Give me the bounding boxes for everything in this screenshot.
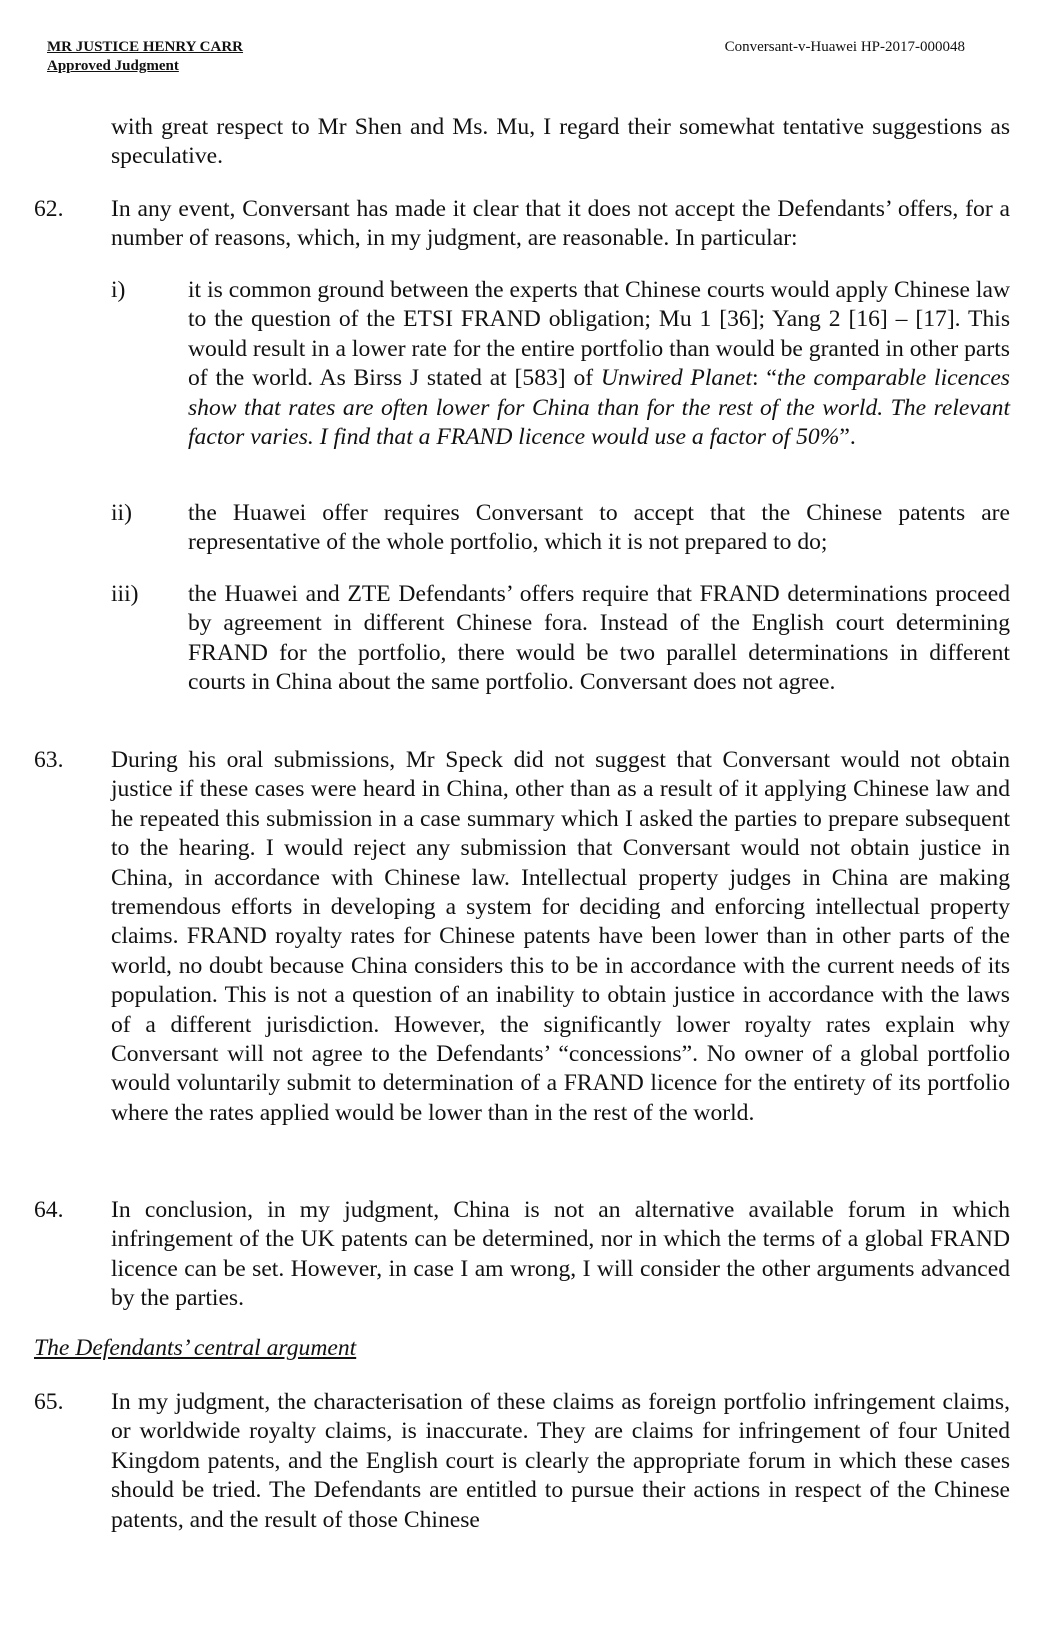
sub-item-label: iii): [111, 581, 139, 607]
section-heading: The Defendants’ central argument: [34, 1335, 357, 1361]
case-name: Unwired Planet: [600, 365, 753, 392]
judgment-type: Approved Judgment: [47, 58, 179, 74]
sub-item-label: ii): [111, 500, 132, 526]
paragraph-63-text: During his oral submissions, Mr Speck did not suggest that Conversant would not obtain justice if these cases were heard in China, other than as a result of it applying Chinese law and he repeated this submission in a case summary which I asked the parties to prepare subsequent to the hearing. I would reject any submission that Conversant would not obtain justice in China, in accordance with Chinese law. Intellectual property judges in China are making tremendous efforts in developing a system for deciding and enforcing intellectual property claims. FRAND royalty rates for Chinese patents have been lower than in other parts of the world, no doubt because China considers this to be in accordance with the current needs of its population. This is not a question of an inability to obtain justice in accordance with the laws of a different jurisdiction. However, the significantly lower royalty rates explain why Conversant will not agree to the Defendants’ “concessions”. No owner of a global portfolio would voluntarily submit to determination of a FRAND licence for the entirety of its portfolio where the rates applied would be lower than in the rest of the world.: [111, 747, 1010, 1126]
quotation: the comparable licences show that rates are often lower for China than for the rest of the world. The relevant factor varies. I find that a FRAND licence would use a factor of 50%: [188, 365, 1010, 451]
paragraph-number: 62.: [34, 196, 64, 222]
continuation-paragraph: with great respect to Mr Shen and Ms. Mu, I regard their somewhat tentative suggestions as speculative.: [111, 114, 1010, 170]
sub-item-i-text-c: ”.: [839, 424, 856, 451]
paragraph-number: 63.: [34, 747, 64, 773]
sub-item-i-text: [188, 276, 1010, 452]
case-reference: Conversant-v-Huawei HP-2017-000048: [724, 39, 965, 55]
paragraph-number: 64.: [34, 1197, 64, 1223]
sub-item-i-text-a: it is common ground between the experts that Chinese courts would apply Chinese law to the question of the ETSI FRAND obligation; Mu 1 [36]; Yang 2 [16] – [17]. This would result in a lower rate for the entire portfolio than would be granted in other parts of the world. As Birss J stated at [583] of: [188, 277, 1010, 392]
paragraph-62-text: In any event, Conversant has made it clear that it does not accept the Defendants’ offers, for a number of reasons, which, in my judgment, are reasonable. In particular:: [111, 196, 1010, 252]
paragraph-65-text: In my judgment, the characterisation of these claims as foreign portfolio infringement claims, or worldwide royalty claims, is inaccurate. They are claims for infringement of four United Kingdom patents, and the English court is clearly the appropriate forum in which these cases should be tried. The Defendants are entitled to pursue their actions in respect of the Chinese patents, and the result of those Chinese: [111, 1389, 1010, 1533]
sub-item-i-text-b: : “: [752, 365, 777, 392]
page-header-left: [47, 38, 243, 76]
paragraph-64-text: In conclusion, in my judgment, China is not an alternative available forum in which infringement of the UK patents can be determined, nor in which the terms of a global FRAND licence can be set. However, in case I am wrong, I will consider the other arguments advanced by the parties.: [111, 1197, 1010, 1312]
sub-item-label: i): [111, 277, 126, 303]
sub-item-ii-text: the Huawei offer requires Conversant to accept that the Chinese patents are representative of the whole portfolio, which it is not prepared to do;: [188, 500, 1010, 556]
sub-item-iii-text: the Huawei and ZTE Defendants’ offers require that FRAND determinations proceed by agreement in different Chinese fora. Instead of the English court determining FRAND for the portfolio, there would be two parallel determinations in different courts in China about the same portfolio. Conversant does not agree.: [188, 581, 1010, 696]
paragraph-number: 65.: [34, 1389, 64, 1415]
judge-name: MR JUSTICE HENRY CARR: [47, 39, 244, 55]
